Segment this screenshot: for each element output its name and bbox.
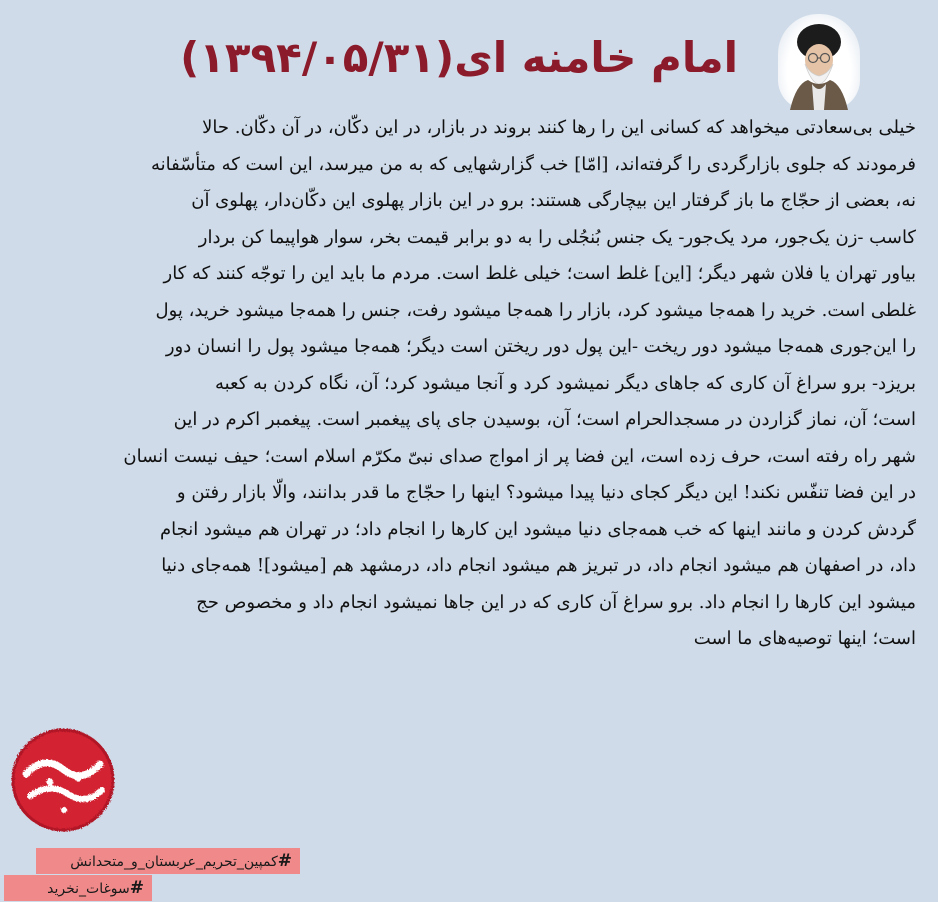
- hashtag-campaign[interactable]: [36, 848, 300, 874]
- quote-line: در این فضا تنفّس نکند! این دیگر کجای دنیا پیدا میشود؟ اینها را حجّاج ما قدر بدانند، والّا بازار رفتن و: [176, 482, 916, 503]
- quote-line: گردش کردن و مانند اینها که خب همه‌جای دنیا میشود این کارها را انجام داد؛ در تهران هم میشود انجام: [159, 518, 916, 540]
- quote-body: [16, 110, 916, 658]
- quote-line: بیاور تهران یا فلان شهر دیگر؛ [این] غلط است؛ خیلی غلط است. مردم ما باید این را توجّه کنند که کار: [163, 263, 916, 284]
- hashtag-text: کمپین_تحریم_عربستان_و_متحدانش: [70, 854, 278, 870]
- quote-line: داد، در اصفهان هم میشود انجام داد، در تبریز هم میشود انجام داد، درمشهد هم [میشود]! همه‌جای دنیا: [161, 555, 916, 576]
- quote-line: است؛ اینها توصیه‌های ما است: [693, 628, 916, 649]
- hashtag-symbol: #: [129, 878, 144, 898]
- quote-line: است؛ آن، نماز گزاردن در مسجدالحرام است؛ آن، بوسیدن جای پای پیغمبر است. پیغمبر اکرم در این: [173, 409, 916, 430]
- hashtag-no-souvenir[interactable]: [4, 875, 152, 901]
- boycott-stamp-icon: [4, 724, 122, 836]
- hashtag-text: سوغات_نخرید: [47, 881, 130, 897]
- quote-line: نه، بعضی از حجّاج ما باز گرفتار این بیچارگی هستند: برو در این بازار پهلوی این دکّان‌دار، پهلوی آن: [191, 190, 916, 211]
- quote-line: غلطی است. خرید را همه‌جا میشود کرد، بازار را همه‌جا میشود رفت، جنس را همه‌جا میشود خرید، پول: [155, 299, 916, 321]
- hashtag-symbol: #: [277, 851, 292, 871]
- quote-line: میشود این کارها را انجام داد. برو سراغ آن کاری که در این جاها نمیشود انجام داد و مخصوص حج: [196, 591, 916, 613]
- quote-line: بریزد- برو سراغ آن کاری که جاهای دیگر نمیشود کرد و آنجا میشود کرد؛ آن، نگاه کردن به کعبه: [214, 372, 916, 394]
- header: [0, 8, 938, 108]
- quote-line: را این‌جوری همه‌جا میشود دور ریخت -این پول دور ریختن است دیگر؛ همه‌جا میشود پول را انسان دور: [165, 336, 916, 357]
- quote-line: خیلی بی‌سعادتی میخواهد که کسانی این را رها کنند بروند در بازار، در این دکّان، در آن دکّان. حالا: [202, 117, 916, 138]
- quote-line: شهر راه رفته است، حرف زده است، این فضا پر از امواج صدای نبیّ مکرّم اسلام است؛ حیف نیست انسان: [123, 445, 916, 467]
- page-title: امام خامنه ای(۱۳۹۴/۰۵/۳۱): [180, 33, 738, 82]
- quote-line: فرمودند که جلوی بازارگردی را گرفته‌اند، [امّا] خب گزارشهایی که به من میرسد، این است که متأسّفانه: [150, 153, 916, 175]
- quote-line: کاسب -زن یک‌جور، مرد یک‌جور- یک جنس بُنجُلی را به دو برابر قیمت بخر، سوار هواپیما کن بردار: [198, 226, 916, 248]
- leader-portrait-icon: [778, 14, 860, 110]
